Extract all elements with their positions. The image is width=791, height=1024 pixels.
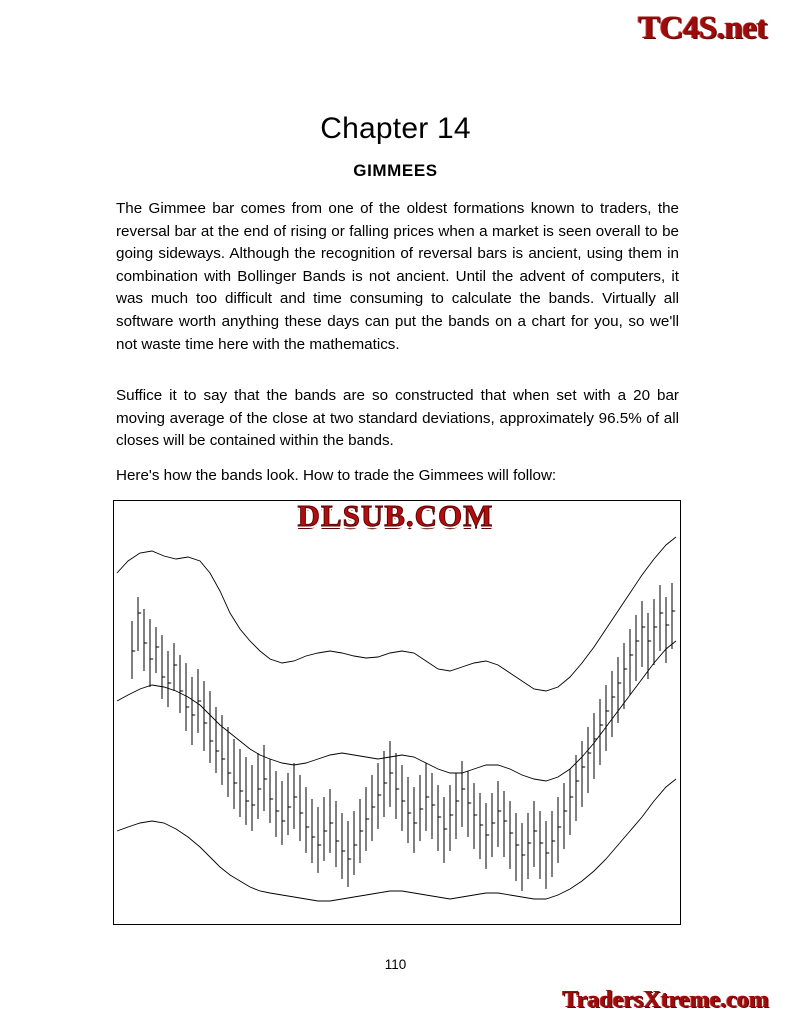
chart-canvas	[114, 501, 680, 924]
watermark-top-right: TC4S.net	[638, 10, 767, 46]
paragraph-2-text: Suffice it to say that the bands are so constructed that when set with a 20 bar moving average of the close at two standard deviations, approximately 96.5% of all closes will be contained within the bands.	[116, 387, 679, 450]
price-bars	[132, 583, 675, 891]
paragraph-3-text: Here's how the bands look. How to trade the Gimmees will follow:	[116, 467, 557, 484]
section-title: GIMMEES	[353, 161, 438, 181]
paragraph-3	[116, 465, 679, 488]
chapter-title: Chapter 14	[320, 112, 471, 146]
watermark-bottom-right: TradersXtreme.com	[562, 987, 769, 1013]
paragraph-1	[116, 198, 679, 356]
paragraph-2	[116, 385, 679, 453]
upper-band	[117, 537, 676, 691]
watermark-chart-overlay: DLSUB.COM	[297, 498, 494, 533]
paragraph-1-text: The Gimmee bar comes from one of the oldest formations known to traders, the reversal bar at the end of rising or falling prices when a market is seen overall to be going sideways. Although the recognition of reversal bars is ancient, using them in combination with Bollinger Bands is not ancient. Until the advent of computers, it was much too difficult and time consuming to calculate the bands. Virtually all software worth anything these days can put the bands on a chart for you, so we'll not waste time here with the mathematics.	[116, 200, 679, 353]
bollinger-band-lines	[117, 537, 676, 901]
page-number: 110	[384, 957, 407, 972]
bollinger-bands-chart	[113, 500, 681, 925]
